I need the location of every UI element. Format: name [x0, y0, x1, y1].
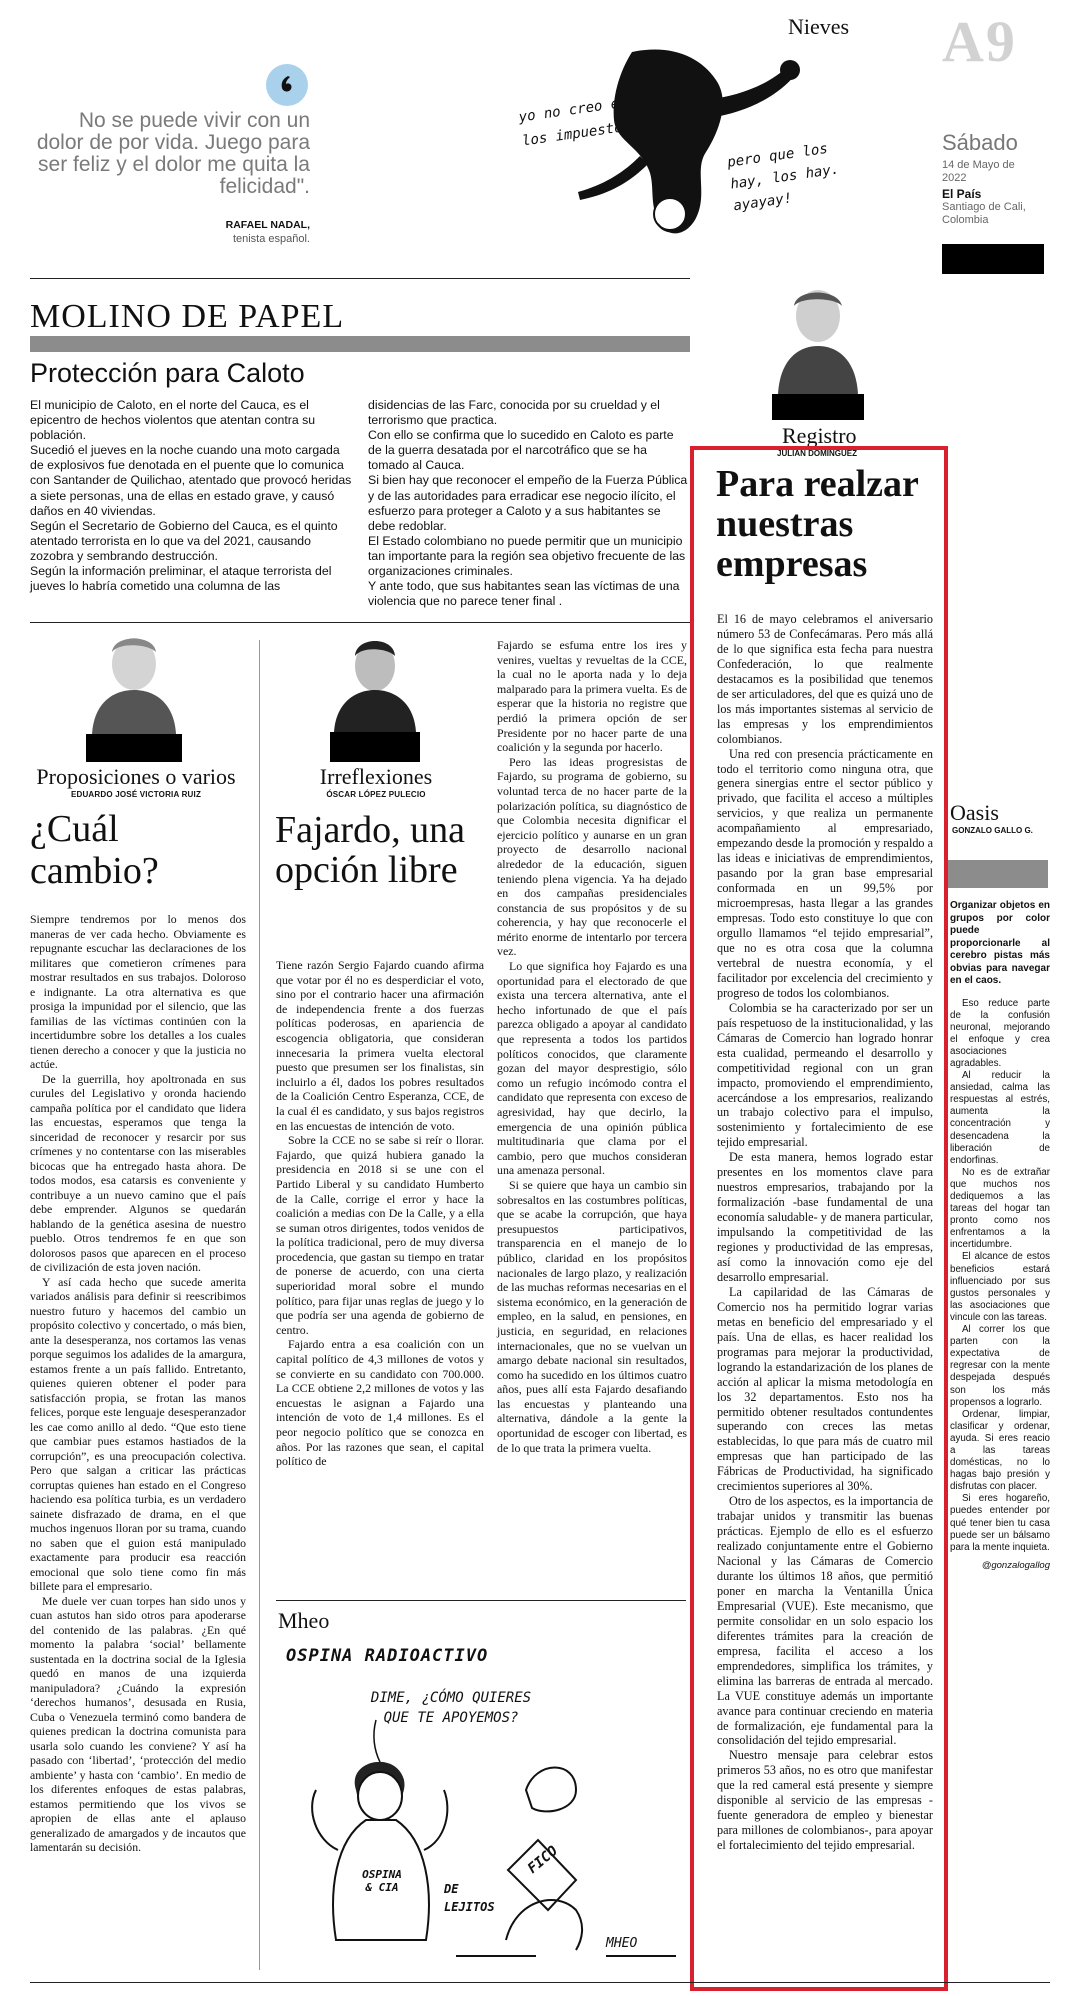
oasis-paragraph: Si eres hogareño, puedes entender por qué tener bien tu casa puede ser un bálsamo para la mente inquieta.	[950, 1493, 1050, 1553]
registro-paragraph: El 16 de mayo celebramos el aniversario número 53 de Confecámaras. Pero más allá de lo que significa esta fecha para nuestra Confederación, lo que realmente destacamos es la posibilidad que tenemos de ser articuladores, del que es quizá uno de los más importantes sistemas al servicio de las empresas y los emprendimientos colombianos.	[717, 612, 933, 746]
proposiciones-paragraph: De la guerrilla, hoy apoltronada en sus curules del Legislativo y oronda haciendo campaña política por el candidato que lidera las encuestas, esperamos que tenga la sinceridad de reconocer y resarcir por sus crímenes y no contentarse con las miserables bicocas que ha entregado hasta ahora. De todos modos, esa catarsis es conveniente y contribuye a un nuevo camino que el país debe emprender. Algunos se quedarán hablando de la genética asesina de nuestro pueblo. Otros tendremos fe en que son dolorosos pasos que aparecen en el proceso de civilización de esta joven nación.	[30, 1071, 246, 1274]
mheo-cartoon-title: OSPINA RADIOACTIVO	[286, 1646, 489, 1666]
oasis-author: GONZALO GALLO G.	[952, 826, 1033, 835]
oasis-paragraph: No es de extrañar que muchos nos dediquemos a las tareas del hogar tan pronto como nos enfrentamos a la incertidumbre.	[950, 1166, 1050, 1251]
redaction-bar	[942, 244, 1044, 274]
registro-paragraph: La capilaridad de las Cámaras de Comercio nos ha permitido lograr varias metas en beneficio del empresariado y el país. Una de ellas, es hacer realidad los programas para mejorar la productividad, logrando la estandarización de los planes de acción al aplicar la misma metodología en los 32 departamentos. Esto nos ha permitido obtener resultados contundentes superando con creces las metas establecidas, lo que para más de cuatro mil empresas que han participado de las Fábricas de Productividad, ha significado crecimientos superiores al 30%.	[717, 1284, 933, 1494]
irreflexiones-headline: Fajardo, una opción libre	[275, 809, 465, 891]
mheo-lejitos-label: DE LEJITOS	[444, 1882, 495, 1914]
proposiciones-body	[30, 912, 246, 1855]
irreflexiones-column-name: Irreflexiones	[319, 764, 433, 789]
date: 14 de Mayo de 2022	[942, 159, 1015, 184]
irreflexiones-body-col1	[276, 958, 484, 1469]
registro-paragraph: Una red con presencia prácticamente en todo el territorio como ninguna otra, que genera sinergias entre el sector público y privado, que facilita el acceso a múltiples servicios, y que realiza un permanente acompañamiento al empresariado, empezando desde la promoción y respaldo a las ideas e iniciativas de emprendimientos, pasando por la gran base empresarial conformada en un 99,5% por microempresas, hasta llegar a las grandes empresas. Todo esto constituye lo que con orgullo llamamos “el tejido empresarial”, que no es otra cosa que la columna vertebral de nuestra economía, y el facilitador por excelencia del crecimiento y progreso de todos los colombianos.	[717, 746, 933, 1000]
registro-headline: Para realzar nuestras empresas	[716, 463, 919, 585]
molino-gray-rule	[30, 336, 690, 352]
header-rule	[30, 278, 690, 279]
quote-text: No se puede vivir con un dolor de por vida. Juego para ser feliz y el dolor me quita la felicidad".	[36, 109, 310, 198]
oasis-gray-rule	[948, 860, 1048, 888]
irreflexiones-paragraph: Tiene razón Sergio Fajardo cuando afirma que votar por él no es desperdiciar el voto, sino por el contrario hacer una afirmación de independencia frente a dos fuerzas políticas poderosas, en apariencia de escogencia obligatoria, que consideran innecesaria la primera vuelta electoral puesto que presumen ser los finalistas, sin incluirlo a él, dados los pobres resultados de la Coalición Centro Esperanza, CCE, de la cual él es candidato, y sus bajos registros en las encuestas de intención de voto.	[276, 958, 484, 1133]
irreflexiones-paragraph: Fajardo se esfuma entre los ires y venires, vueltas y revueltas de la CCE, la cual no le aporta nada y lo deja malparado para la primera vuelta. Es de esperar que la historia no registre que perdió la primera opción de ser Presidente por no hacer parte de una coalición y la segunda por hacerlo.	[497, 638, 687, 755]
page-number: A9	[942, 9, 1017, 74]
mheo-shirt-label: OSPINA & CIA	[362, 1868, 402, 1894]
oasis-handle: @gonzalogallog	[981, 1559, 1050, 1571]
proposiciones-headline: ¿Cuál cambio?	[30, 808, 159, 892]
registro-paragraph: De esta manera, hemos logrado estar presentes en los momentos clave para nuestros empresarios, trabajando por la formalización -base fundamental de una economía saludable- y de manera particular, impulsando la competitividad de las regiones y productividad de las empresas, así como la innovación como eje del desarrollo empresarial.	[717, 1150, 933, 1284]
registro-author: JULIÁN DOMÍNGUEZ	[777, 449, 857, 458]
footer-rule	[30, 1982, 1050, 1983]
irreflexiones-paragraph: Si se quiere que haya un cambio sin sobresaltos en las costumbres políticas, que se acabe la corrupción, que haya presupuestos participativos, transparencia en el manejo de lo público, claridad en los propósitos nacionales de largo plazo, y realización de las muchas reformas necesarias en el sistema económico, en la generación de empleo, en la salud, en pensiones, en justicia, en seguridad, en relaciones internacionales, que no se vuelvan un amargo debate nacional sin resultados, como ha sucedido en los últimos cuatro años, pues allí esta Fajardo desafiando las encuestas y planteando una alternativa, dándole a la gente la oportunidad de escoger con libertad, es de lo que trata la primera vuelta.	[497, 1177, 687, 1455]
date-block	[942, 130, 1062, 227]
registro-paragraph: Colombia se ha caracterizado por ser un país respetuoso de la institucionalidad, y las Cámaras de Comercio han logrado honrar esta cualidad, permeando el desarrollo y competitividad regional con un gran impacto, promoviendo el emprendimiento, acercándose a los empresarios, realizando un trabajo colectivo para el impulso, sostenimiento y fortalecimiento de ese tejido empresarial.	[717, 1000, 933, 1150]
oasis-clip	[950, 900, 1050, 1680]
registro-redaction-bar	[772, 394, 864, 420]
nieves-left-text: yo no creo en los impuestos	[517, 94, 632, 150]
proposiciones-paragraph: Y así cada hecho que sucede amerita variados análisis para definir si reescribimos nuestro futuro y hacemos del cambio un propósito colectivo y concertado, o más bien, ante la desesperanza, nos cortamos las venas porque seguimos los adalides de la amargura, estamos frente a un país fallido. Entretanto, quienes quieren obtener el poder para satisfacción propia, se frotan las manos felices, porque este lenguaje desesperanzador les cae como anillo al dedo. “Que esto tiene que cambiar pues estamos hastiados de la corrupción”, es una preocupación colectiva. Pero que salgan a criticar las prácticas corruptas quienes han estado en el Congreso haciendo esa política turbia, es un verdadero sainete disfrazado de drama, en el que muchos ingenuos lloran por su trama, cuando no saben que el guion está manipulado exactamente para producir esa reacción emocional que solo tiene como fin más billete para el empresario.	[30, 1274, 246, 1593]
city: Santiago de Cali, Colombia	[942, 201, 1026, 226]
quote-author: RAFAEL NADAL,	[225, 219, 310, 231]
irreflexiones-author-photo	[330, 628, 420, 732]
molino-headline: Protección para Caloto	[30, 358, 305, 388]
molino-col1: El municipio de Caloto, en el norte del Cauca, es el epicentro de hechos violentos que atentan contra su población. Sucedió el jueves en la noche cuando una moto cargada de explosivos fue denotada en el puente que lo comunica con Santander de Quilichao, atentado que provocó heridas a siete personas, una de ellas en estado grave, y causó daños en 40 viviendas. Según el Secretario de Gobierno del Cauca, es el quinto atentado terrorista en lo que va del 2021, causando zozobra y sembrando destrucción. Según la información preliminar, el ataque terrorista del jueves lo habría cometido una columna de las	[30, 398, 352, 594]
registro-paragraph: Nuestro mensaje para celebrar estos primeros 53 años, no es otro que manifestar que la red cameral está presente y siempre disponible al servicio de las empresas -fuente generadora de empleo y bienestar para millones de colombianos-, para apoyar el fortalecimiento del tejido empresarial.	[717, 1748, 933, 1853]
proposiciones-author-photo	[86, 628, 182, 734]
mheo-top-rule	[276, 1600, 686, 1601]
mheo-cartoon	[276, 1640, 686, 1970]
irreflexiones-author: ÓSCAR LÓPEZ PULECIO	[326, 790, 426, 799]
registro-author-photo	[772, 280, 864, 394]
mheo-section-title: Mheo	[278, 1608, 330, 1633]
oasis-paragraph: El alcance de estos beneficios estará influenciado por sus gustos personales y las asociaciones que vincule con las tareas.	[950, 1251, 1050, 1323]
irreflexiones-paragraph: Sobre la CCE no se sabe si reír o llorar. Fajardo, que quizá hubiera ganado la presidencia en 2018 si se une con el Partido Liberal y su candidato Humberto de la Calle, corrige el error y hace la coalición a medias con De la Calle, y a ella se suman otros dirigentes, todos venidos de la política tradicional, pero de muy diversa procedencia, que gastan su tiempo en tratar de ponerse de acuerdo, con una cierta superioridad moral sobre el mundo político, para fijar unas reglas de juego y lo que podría ser una agenda de gobierno de centro.	[276, 1133, 484, 1337]
irreflexiones-paragraph: Fajardo entra a esa coalición con un capital político de 4,3 millones de votos y se convierte en su candidato con 700.000. La CCE obtiene 2,2 millones de votos y las encuestas le asignan a Fajardo una intención de voto de 1,4 millones. Es el peor negocio político que se conozca en años. Por las razones que sean, el capital político de	[276, 1337, 484, 1469]
molino-section-title: MOLINO DE PAPEL	[30, 298, 345, 335]
quote-mark-icon	[266, 64, 308, 106]
quote-author-role: tenista español.	[232, 233, 310, 245]
molino-bottom-rule	[30, 622, 690, 623]
oasis-paragraph: Al reducir la ansiedad, calma las respuestas al estrés, aumenta la concentración y desencadena la liberación de endorfinas.	[950, 1070, 1050, 1166]
nieves-cartoon	[517, 44, 850, 270]
oasis-paragraph: Ordenar, limpiar, clasificar y ordenar, ayuda. Si eres reacio a las tareas domésticas, no lo hagas bajo presión y disfrutas con placer.	[950, 1408, 1050, 1493]
irreflexiones-redaction-bar	[330, 732, 420, 762]
mheo-signature: MHEO	[606, 1936, 638, 1951]
newspaper-name: El País	[942, 187, 982, 201]
mheo-speech-bubble: DIME, ¿CÓMO QUIERES QUE TE APOYEMOS?	[370, 1690, 532, 1726]
weekday: Sábado	[942, 130, 1018, 155]
nieves-right-text: pero que los hay, los hay. ayayay!	[726, 140, 841, 215]
irreflexiones-paragraph: Lo que significa hoy Fajardo es una oportunidad para el electorado de que exista una tercera alternativa, ante el hecho infortunado de que el país parezca obligado a apoyar al candidato que representa a todos los partidos políticos conocidos, que claramente gozan del mayor desprestigio, sólo como un refugio incómodo contra el candidato que representa con exceso de agresividad, hay que decirlo, la emergencia de una opinión pública multitudinaria que clama por el cambio, pero que muchos consideran una amenaza personal.	[497, 959, 687, 1178]
column-divider	[259, 640, 260, 1970]
oasis-body	[950, 998, 1050, 1554]
proposiciones-author: EDUARDO JOSÉ VICTORIA RUIZ	[70, 790, 202, 799]
mheo-barrel-label: FICO	[524, 1843, 561, 1877]
proposiciones-paragraph: Siempre tendremos por lo menos dos maneras de ver cada hecho. Obviamente es repugnante escuchar las declaraciones de los militares que cometieron crímenes para mostrar resultados en sus trabajos. Doloroso e indignante. La otra alternativa es que prosiga la impunidad por el silencio, que las familias de las víctimas continúen con la incertidumbre sobre los detalles a los cuales tienen derecho a conocer y que la justicia no actúe.	[30, 912, 246, 1071]
proposiciones-paragraph: Me duele ver cuan torpes han sido unos y cuan astutos han sido otros para apoderarse del contenido de las palabras. ¿En qué momento la palabra ‘social’ bellamente sustentada en la doctrina social de la Iglesia quedó en manos de una izquierda manipuladora? ¿Cuándo la expresión ‘derechos humanos’, desusada en Rusia, Cuba o Venezuela terminó como bandera de quienes predican la doctrina comunista para usarla solo cuando les conviene? Y así ha pasado con ‘libertad’, ‘protección del medio ambiente’ y hasta con ‘cambio’. En medio de los diferentes enfoques de estas palabras, estamos permitiendo que los vivos se apropien de ellas ante el aplauso generalizado de amargados y de incautos que lamentarán su decisión.	[30, 1593, 246, 1854]
oasis-lead: Organizar objetos en grupos por color puede proporcionarle al cerebro pistas más obvias para navegar en el caos.	[950, 900, 1050, 986]
oasis-paragraph: Eso reduce parte de la confusión neuronal, mejorando el enfoque y crea asociaciones agradables.	[950, 997, 1050, 1069]
registro-column-name: Registro	[782, 423, 857, 448]
registro-paragraph: Otro de los aspectos, es la importancia de trabajar unidos y transmitir las buenas prácticas. Ejemplo de ello es el esfuerzo realizado conjuntamente entre el Gobierno Nacional y las Cámaras de Comercio durante los últimos 18 años, que permitió poner en marcha la Ventanilla Única Empresarial (VUE). Este mecanismo, que permite consolidar en un solo espacio los diferentes trámites para la creación de empresa, facilita el acceso a los emprendedores, simplifica los trámites, y elimina las barreras de entrada al mercado. La VUE constituye además un importante avance para continuar creciendo en materia de formalización, eje fundamental para la consolidación del tejido empresarial.	[717, 1494, 933, 1748]
proposiciones-redaction-bar	[86, 734, 182, 762]
registro-body	[717, 612, 933, 1853]
molino-col2: disidencias de las Farc, conocida por su crueldad y el terrorismo que practica. Con ello se confirma que lo sucedido en Caloto es parte de la guerra desatada por el narcotráfico que se ha tomado al Cauca. Si bien hay que reconocer el empeño de la Fuerza Pública y de las autoridades para erradicar ese negocio ilícito, el esfuerzo para proteger a Caloto y a sus habitantes se debe redoblar. El Estado colombiano no puede permitir que un municipio tan importante para la región sea objetivo frecuente de las organizaciones criminales. Y ante todo, que sus habitantes sean las víctimas de una violencia que no parece tener final .	[368, 398, 688, 609]
oasis-column-name: Oasis	[950, 800, 999, 825]
irreflexiones-body-col2	[497, 638, 687, 1455]
proposiciones-column-name: Proposiciones o varios	[36, 764, 236, 789]
irreflexiones-paragraph: Pero las ideas progresistas de Fajardo, su programa de gobierno, su voluntad terca de no hacer parte de la polarización política, su diagnóstico de que Colombia necesita dignificar el ejercicio político y aunarse en un gran proyecto de desarrollo nacional alrededor de la educación, siguen teniendo plena vigencia. Ya ha dejado en dos campañas presidenciales constancia de sus propósitos y de su coherencia, y hay que reconocerle el mérito enorme de intentarlo por tercera vez.	[497, 754, 687, 959]
oasis-paragraph: Al correr los que parten con la expectativa de regresar con la mente despejada después son los más propensos a lograrlo.	[950, 1324, 1050, 1408]
section-name: Nieves	[788, 14, 850, 39]
